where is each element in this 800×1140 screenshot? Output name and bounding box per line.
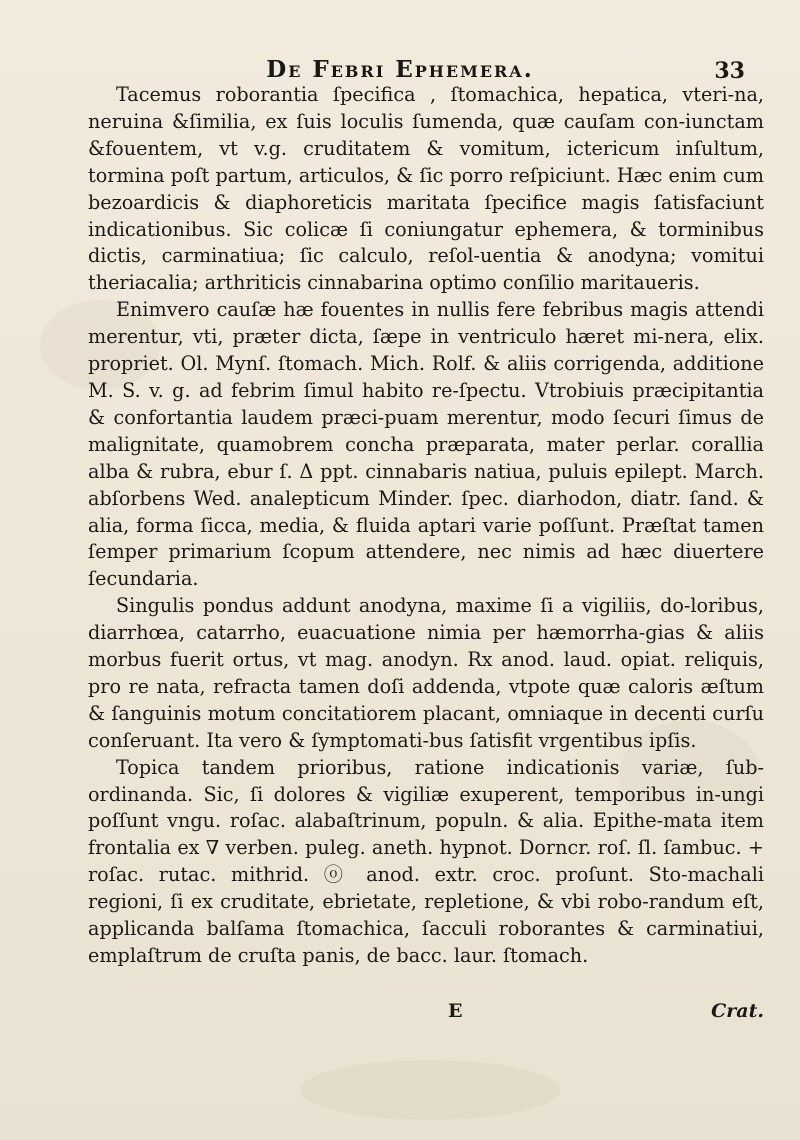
paragraph-roborantia: Tacemus roborantia ſpecifica , ſtomachica, hepatica, vteri-na, neruina &ſimilia, ex ſuis loculis ſumenda, quæ cauſam con-iunctam &fouentem, vt v.g. cruditatem & vomitum, ictericum inſultum, tormina poſt partum, articulos, & ſic porro reſpiciunt. Hæc enim cum bezoardicis & diaphoreticis maritata ſpecifice magis ſatisfaciunt indicationibus. Sic colicæ ſi coniungatur ephemera, & torminibus dictis, carminatiua; ſic calculo, reſol-uentia & anodyna; vomitui theriacalia; arthriticis cinnabarina optimo conſilio maritaueris. bbox=[88, 83, 764, 295]
signature-mark: E bbox=[448, 1000, 463, 1022]
paragraph-topica: Topica tandem prioribus, ratione indicationis variæ, ſub-ordinanda. Sic, ſi dolores & vigiliæ exuperent, temporibus in-ungi poſſunt vngu. roſac. alabaſtrinum, populn. & alia. Epithe-mata item frontalia ex ∇ verben. puleg. aneth. hypnot. Dorncr. roſ. ſl. ſambuc. + roſac. rutac. mithrid. ⓞ anod. extr. croc. proſunt. Sto-machali regioni, ſi ex cruditate, ebrietate, repletione, & vbi robo-randum eſt, applicanda balſama ſtomachica, ſacculi roborantes & carminatiui, emplaſtrum de cruſta panis, de bacc. laur. ſtomach. bbox=[88, 755, 764, 967]
running-head: De Febri Ephemera. bbox=[266, 56, 534, 83]
body-text bbox=[88, 82, 764, 970]
page-footer bbox=[88, 1000, 764, 1028]
paragraph-singulis: Singulis pondus addunt anodyna, maxime ſi a vigiliis, do-loribus, diarrhœa, catarrho, euacuatione nimia per hæmorrha-gias & aliis morbus fuerit ortus, vt mag. anodyn. Rx anod. laud. opiat. reliquis, pro re nata, refracta tamen doſi addenda, vtpote quæ caloris æſtum & ſanguinis motum concitatiorem placant, omniaque in decenti curſu conſeruant. Ita vero & ſymptomati-bus ſatisfit vrgentibus ipſis. bbox=[88, 594, 764, 752]
paper-stain bbox=[300, 1060, 560, 1120]
paragraph-enimvero: Enimvero cauſæ hæ fouentes in nullis fere febribus magis attendi merentur, vti, præter dicta, ſæpe in ventriculo hæret mi-nera, elix. propriet. Ol. Mynſ. ſtomach. Mich. Rolf. & aliis corrigenda, additione M. S. v. g. ad febrim ſimul habito re-ſpectu. Vtrobiuis præcipitantia & confortantia laudem præci-puam merentur, modo ſecuri ſimus de malignitate, quamobrem concha præparata, mater perlar. corallia alba & rubra, ebur ſ. Δ ppt. cinnabaris natiua, puluis epilept. March. abſorbens Wed. analepticum Minder. ſpec. diarhodon, diatr. ſand. & alia, forma ſicca, media, & fluida aptari varie poſſunt. Præſtat tamen ſemper primarium ſcopum attendere, nec nimis ad hæc diuertere ſecundaria. bbox=[88, 298, 764, 591]
page-number: 33 bbox=[714, 58, 745, 84]
page-header bbox=[0, 50, 800, 86]
catchword: Crat. bbox=[711, 1000, 764, 1022]
